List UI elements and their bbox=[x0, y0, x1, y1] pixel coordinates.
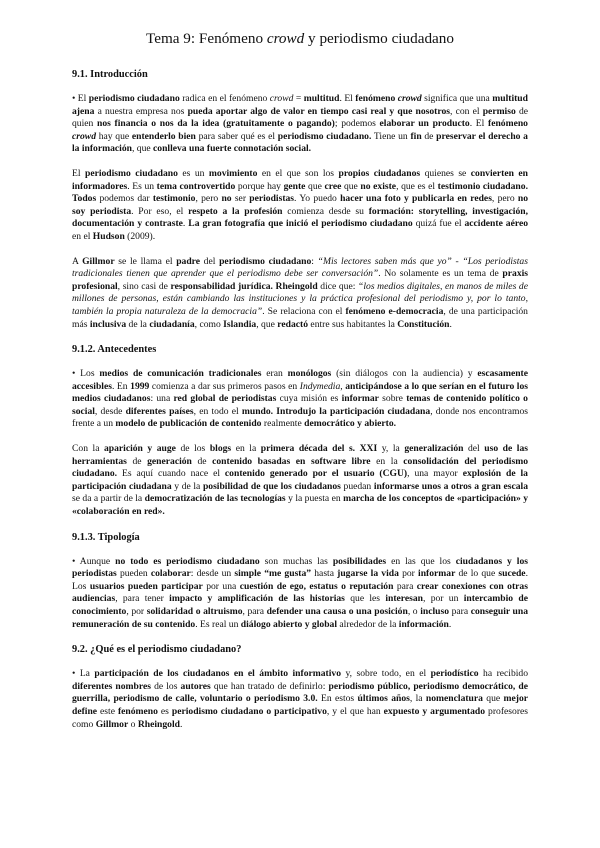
paragraph: A Gillmor se le llama el padre del periodismo ciudadano: “Mis lectores saben más que yo” - “Los periodistas tradicionales tienen que aprender que el periodismo debe ser conversación”. No solamente es un tema de praxis profesional, sino casi de responsabilidad jurídica. Rheingold dice que: “los medios digitales, en manos de miles de millones de personas, están cambiando las instituciones y la práctica profesional del periodismo y, por lo tanto, también la propia naturaleza de la democracia”. Se relaciona con el fenómeno e-democracia, de una participación más inclusiva de la ciudadanía, como Islandia, que redactó entre sus habitantes la Constitución. bbox=[72, 255, 529, 330]
paragraph: • La participación de los ciudadanos en el ámbito informativo y, sobre todo, en el periodístico ha recibido diferentes nombres de los autores que han tratado de definirlo: periodismo público, periodismo democrático, de guerrilla, periodismo de calle, voluntario o periodismo 3.0. En estos últimos años, la nomenclatura que mejor define este fenómeno es periodismo ciudadano o participativo, y el que han expuesto y argumentado profesores como Gillmor o Rheingold. bbox=[72, 668, 529, 730]
title-prefix: Tema 9: Fenómeno bbox=[146, 30, 267, 47]
paragraph: El periodismo ciudadano es un movimiento en el que son los propios ciudadanos quienes se convierten en informadores. Es un tema controvertido porque hay gente que cree que no existe, que es el testimonio ciudadano. Todos podemos dar testimonio, pero no ser periodistas. Yo puedo hacer una foto y publicarla en redes, pero no soy periodista. Por eso, el respeto a la profesión comienza desde su formación: storytelling, investigación, documentación y contraste. La gran fotografía que inició el periodismo ciudadano quizá fue el accidente aéreo en el Hudson (2009). bbox=[72, 167, 529, 242]
paragraph: • El periodismo ciudadano radica en el fenómeno crowd = multitud. El fenómeno crowd significa que una multitud ajena a nuestra empresa nos pueda aportar algo de valor en tiempo casi real y que nosotros, con el permiso de quien nos financia o nos da la idea (gratuitamente o pagando); podemos elaborar un producto. El fenómeno crowd hay que entenderlo bien para saber qué es el periodismo ciudadano. Tiene un fin de preservar el derecho a la información, que conlleva una fuerte connotación social. bbox=[72, 93, 529, 155]
section-heading: 9.2. ¿Qué es el periodismo ciudadano? bbox=[72, 644, 242, 656]
title-emphasis: crowd bbox=[266, 30, 305, 47]
document-body bbox=[72, 68, 528, 731]
paragraph: Con la aparición y auge de los blogs en la primera década del s. XXI y, la generalización del uso de las herramientas de generación de contenido basadas en software libre en la consolidación del periodismo ciudadano. Es aquí cuando nace el contenido generado por el usuario (CGU), una mayor explosión de la participación ciudadana y de la posibilidad de que los ciudadanos puedan informarse unos a otros a gran escala se da a partir de la democratización de las tecnologías y la puesta en marcha de los conceptos de «participación» y «colaboración en red». bbox=[72, 443, 529, 518]
title-suffix: y periodismo ciudadano bbox=[304, 30, 454, 47]
section-heading: 9.1. Introducción bbox=[72, 69, 148, 80]
section-heading: 9.1.2. Antecedentes bbox=[72, 344, 157, 356]
paragraph: • Los medios de comunicación tradicionales eran monólogos (sin diálogos con la audiencia) y escasamente accesibles. En 1999 comienza a dar sus primeros pasos en Indymedia, anticipándose a lo que serían en el futuro los medios ciudadanos: una red global de periodistas cuya misión es informar sobre temas de contenido político o social, desde diferentes países, en todo el mundo. Introdujo la participación ciudadana, donde nos encontramos frente a un modelo de publicación de contenido realmente democrático y abierto. bbox=[72, 368, 529, 430]
section-heading: 9.1.3. Tipología bbox=[72, 531, 140, 543]
page-title bbox=[72, 30, 528, 48]
paragraph: • Aunque no todo es periodismo ciudadano son muchas las posibilidades en las que los ciudadanos y los periodistas pueden colaborar: desde un simple “me gusta” hasta jugarse la vida por informar de lo que sucede. Los usuarios pueden participar por una cuestión de ego, estatus o reputación para crear conexiones con otras audiencias, para tener impacto y amplificación de las historias que les interesan, por un intercambio de conocimiento, por solidaridad o altruismo, para defender una causa o una posición, o incluso para conseguir una remuneración de su contenido. Es real un diálogo abierto y global alrededor de la información. bbox=[72, 555, 529, 630]
